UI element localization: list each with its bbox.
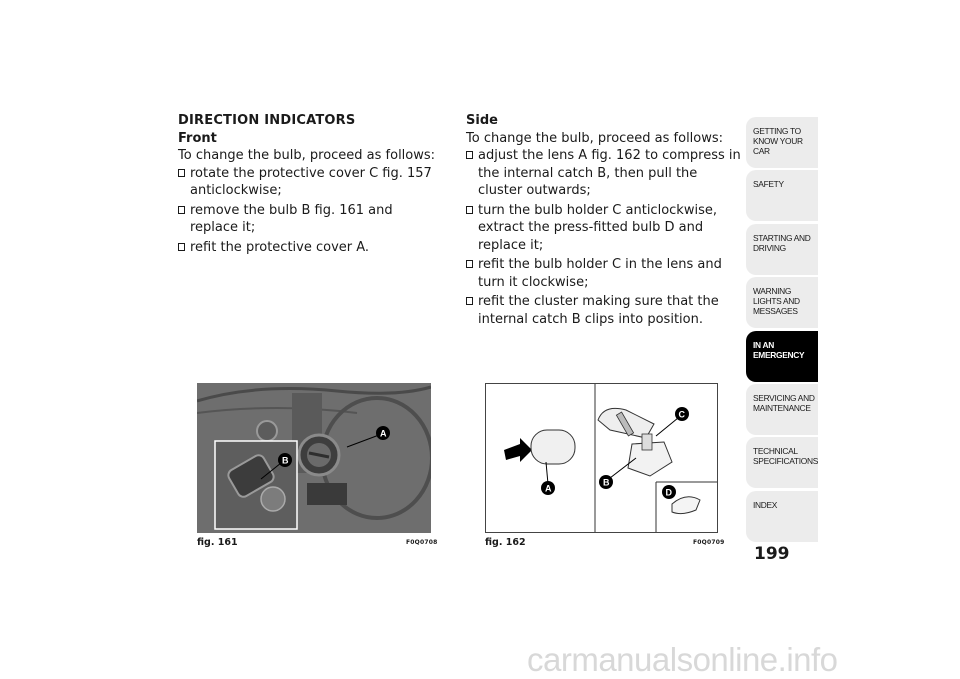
list-item: refit the protective cover A. [178,239,443,257]
list-item: refit the bulb holder C in the lens and turn it clockwise; [466,256,742,291]
svg-text:A: A [380,428,387,439]
left-column [178,112,443,258]
svg-text:A: A [545,483,552,494]
tab-servicing-and-maintenance[interactable]: SERVICING AND MAINTENANCE [746,384,818,435]
checkbox-bullet-icon [178,169,185,177]
tab-getting-to-know-your-car[interactable]: GETTING TO KNOW YOUR CAR [746,117,818,168]
figure-161-caption: fig. 161 [197,537,238,548]
checkbox-bullet-icon [466,260,473,268]
side-intro: To change the bulb, proceed as follows: [466,130,724,146]
checkbox-bullet-icon [466,151,473,159]
list-item: rotate the protective cover C fig. 157 anticlockwise; [178,165,443,200]
figure-162-caption: fig. 162 [485,537,526,548]
checkbox-bullet-icon [466,206,473,214]
figure-162-code: F0Q0709 [693,539,725,546]
tab-in-an-emergency[interactable]: IN AN EMERGENCY [746,331,818,382]
figure-162-image [485,383,718,533]
checkbox-bullet-icon [178,243,185,251]
tab-starting-and-driving[interactable]: STARTING AND DRIVING [746,224,818,275]
section-tabs [746,117,818,544]
checkbox-bullet-icon [178,206,185,214]
svg-text:C: C [678,409,685,420]
figure-161-code: F0Q0708 [406,539,438,546]
tab-index[interactable]: INDEX [746,491,818,542]
front-subheading: Front [178,130,217,146]
front-steps [178,165,443,257]
side-steps [466,147,742,328]
list-item: turn the bulb holder C anticlockwise, extract the press-fitted bulb D and replace it; [466,202,742,255]
page-number: 199 [754,544,790,564]
watermark: carmanualsonline.info [527,641,838,678]
tab-safety[interactable]: SAFETY [746,170,818,221]
front-intro: To change the bulb, proceed as follows: [178,148,436,163]
tab-technical-specifications[interactable]: TECHNICAL SPECIFICATIONS [746,437,818,488]
checkbox-bullet-icon [466,297,473,305]
section-heading: DIRECTION INDICATORS [178,113,356,128]
list-item: remove the bulb B fig. 161 and replace it; [178,202,443,237]
tab-warning-lights-and-messages[interactable]: WARNING LIGHTS AND MESSAGES [746,277,818,328]
figure-161-image [197,383,431,533]
side-subheading: Side [466,113,498,128]
list-item: refit the cluster making sure that the internal catch B clips into position. [466,293,742,328]
right-column [466,112,742,330]
svg-text:B: B [603,477,610,488]
list-item: adjust the lens A fig. 162 to compress in the internal catch B, then pull the cluster outwards; [466,147,742,200]
svg-text:D: D [665,487,672,498]
svg-text:B: B [282,455,289,466]
